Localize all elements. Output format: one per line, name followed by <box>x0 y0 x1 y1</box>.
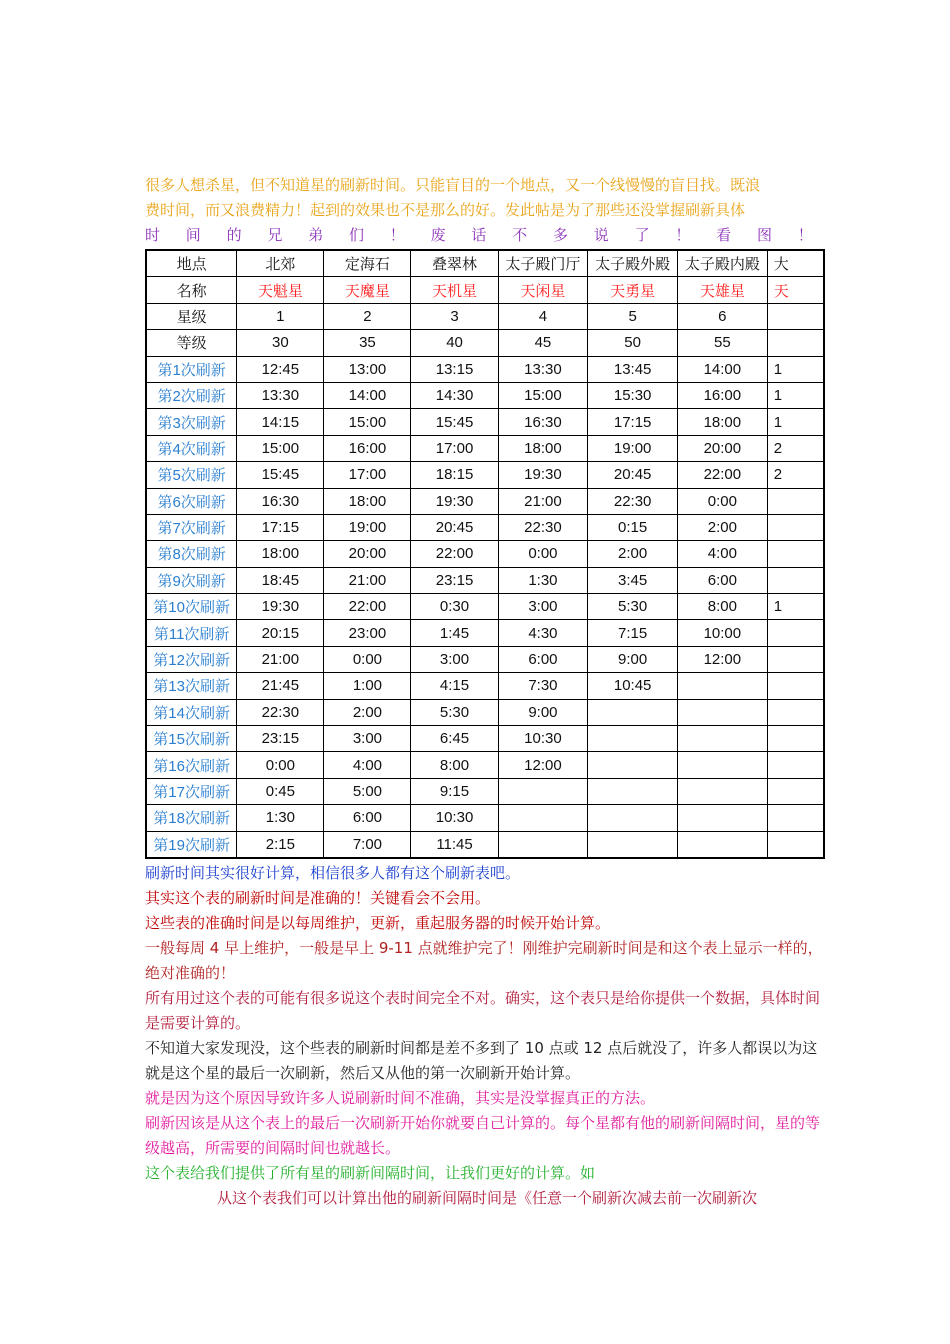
table-cell: 15:00 <box>237 435 324 461</box>
table-cell: 0:30 <box>411 594 498 620</box>
table-cell: 45 <box>498 330 588 356</box>
table-cell: 21:00 <box>498 488 588 514</box>
table-cell <box>767 778 824 804</box>
row-label: 第13次刷新 <box>146 673 237 699</box>
table-cell <box>498 831 588 858</box>
intro-char: 废 <box>430 226 446 244</box>
refresh-row <box>146 805 824 831</box>
intro-line-3 <box>145 223 813 248</box>
table-cell <box>767 831 824 858</box>
table-cell <box>677 778 767 804</box>
table-cell: 13:15 <box>411 356 498 382</box>
row-label: 地点 <box>146 250 237 277</box>
table-cell <box>588 726 678 752</box>
table-cell <box>767 752 824 778</box>
table-cell: 3:00 <box>411 646 498 672</box>
table-cell: 太子殿门厅 <box>498 250 588 277</box>
table-cell: 1 <box>237 303 324 329</box>
table-cell: 12:00 <box>677 646 767 672</box>
intro-char: 的 <box>226 226 242 244</box>
refresh-row <box>146 567 824 593</box>
header-row <box>146 250 824 277</box>
table-cell: 35 <box>324 330 411 356</box>
table-cell <box>588 778 678 804</box>
table-cell <box>767 673 824 699</box>
table-cell: 6:00 <box>677 567 767 593</box>
table-cell: 4:00 <box>324 752 411 778</box>
row-label: 第6次刷新 <box>146 488 237 514</box>
para-10: 从这个表我们可以计算出他的刷新间隔时间是《任意一个刷新次减去前一次刷新次 <box>217 1189 758 1207</box>
intro-line-2: 费时间，而又浪费精力！起到的效果也不是那么的好。发此帖是为了那些还没掌握刷新具体 <box>145 201 746 219</box>
table-cell: 16:00 <box>677 382 767 408</box>
table-cell: 5:00 <box>324 778 411 804</box>
intro-char: ！ <box>389 226 405 244</box>
table-cell: 2:15 <box>237 831 324 858</box>
table-cell: 3:00 <box>324 726 411 752</box>
table-cell: 21:45 <box>237 673 324 699</box>
row-label: 第18次刷新 <box>146 805 237 831</box>
row-label: 第5次刷新 <box>146 462 237 488</box>
refresh-row <box>146 620 824 646</box>
table-cell: 13:30 <box>237 382 324 408</box>
table-cell: 20:45 <box>588 462 678 488</box>
table-cell: 18:00 <box>677 409 767 435</box>
row-label: 第9次刷新 <box>146 567 237 593</box>
table-cell: 13:45 <box>588 356 678 382</box>
intro-char: 图 <box>756 226 772 244</box>
table-cell: 55 <box>677 330 767 356</box>
table-cell: 2 <box>767 435 824 461</box>
table-cell: 4 <box>498 303 588 329</box>
intro-char: ！ <box>675 226 691 244</box>
table-cell: 4:15 <box>411 673 498 699</box>
table-cell: 17:15 <box>588 409 678 435</box>
table-cell: 17:00 <box>324 462 411 488</box>
table-cell <box>677 752 767 778</box>
intro-line-1: 很多人想杀星，但不知道星的刷新时间。只能盲目的一个地点，又一个线慢慢的盲目找。既浪 <box>145 176 761 194</box>
intro-char: 话 <box>471 226 487 244</box>
table-cell <box>588 699 678 725</box>
refresh-row <box>146 752 824 778</box>
table-cell: 15:00 <box>324 409 411 435</box>
table-cell: 20:45 <box>411 514 498 540</box>
table-cell: 0:15 <box>588 514 678 540</box>
table-cell: 22:30 <box>498 514 588 540</box>
row-label: 第17次刷新 <box>146 778 237 804</box>
refresh-row <box>146 356 824 382</box>
table-cell <box>677 699 767 725</box>
row-label: 第15次刷新 <box>146 726 237 752</box>
table-cell: 太子殿内殿 <box>677 250 767 277</box>
para-3: 这些表的准确时间是以每周维护，更新，重起服务器的时候开始计算。 <box>145 914 611 932</box>
table-cell: 14:30 <box>411 382 498 408</box>
intro-char: 说 <box>593 226 609 244</box>
para-2: 其实这个表的刷新时间是准确的！关键看会不会用。 <box>145 889 491 907</box>
table-cell: 1:30 <box>237 805 324 831</box>
table-cell: 3 <box>411 303 498 329</box>
table-cell: 19:00 <box>588 435 678 461</box>
table-cell: 2 <box>324 303 411 329</box>
refresh-row <box>146 409 824 435</box>
intro-char: 多 <box>552 226 568 244</box>
table-cell: 2:00 <box>324 699 411 725</box>
table-cell: 0:00 <box>324 646 411 672</box>
table-cell: 17:15 <box>237 514 324 540</box>
table-cell: 天 <box>767 277 824 303</box>
table-cell: 20:00 <box>677 435 767 461</box>
refresh-row <box>146 594 824 620</box>
para-5: 所有用过这个表的可能有很多说这个表时间完全不对。确实，这个表只是给你提供一个数据，具体时间是需要计算的。 <box>145 989 821 1032</box>
row-label: 第12次刷新 <box>146 646 237 672</box>
table-cell: 12:00 <box>498 752 588 778</box>
table-cell: 10:30 <box>411 805 498 831</box>
refresh-row <box>146 462 824 488</box>
refresh-row <box>146 673 824 699</box>
table-cell: 4:00 <box>677 541 767 567</box>
header-row <box>146 330 824 356</box>
table-cell: 1 <box>767 356 824 382</box>
table-cell: 天闲星 <box>498 277 588 303</box>
refresh-row <box>146 699 824 725</box>
table-cell: 定海石 <box>324 250 411 277</box>
table-cell: 3:45 <box>588 567 678 593</box>
table-cell <box>767 620 824 646</box>
row-label: 第11次刷新 <box>146 620 237 646</box>
table-cell: 天雄星 <box>677 277 767 303</box>
table-cell <box>677 805 767 831</box>
intro-char: 了 <box>634 226 650 244</box>
intro-char: 兄 <box>267 226 283 244</box>
row-label: 第3次刷新 <box>146 409 237 435</box>
table-cell <box>767 330 824 356</box>
table-cell: 1:30 <box>498 567 588 593</box>
table-cell <box>767 805 824 831</box>
table-cell: 18:00 <box>324 488 411 514</box>
table-cell: 2 <box>767 462 824 488</box>
table-cell: 15:45 <box>237 462 324 488</box>
table-cell: 22:30 <box>237 699 324 725</box>
table-cell: 23:15 <box>237 726 324 752</box>
table-cell: 13:30 <box>498 356 588 382</box>
table-cell <box>677 673 767 699</box>
table-cell: 14:00 <box>677 356 767 382</box>
table-cell <box>588 752 678 778</box>
refresh-table <box>145 249 825 859</box>
table-cell: 14:15 <box>237 409 324 435</box>
table-cell: 天勇星 <box>588 277 678 303</box>
table-cell: 15:00 <box>498 382 588 408</box>
para-8: 刷新因该是从这个表上的最后一次刷新开始你就要自己计算的。每个星都有他的刷新间隔时间，星的等级越高，所需要的间隔时间也就越长。 <box>145 1114 821 1157</box>
table-cell: 8:00 <box>411 752 498 778</box>
table-cell: 5:30 <box>411 699 498 725</box>
table-cell: 天魔星 <box>324 277 411 303</box>
table-cell: 21:00 <box>324 567 411 593</box>
refresh-row <box>146 488 824 514</box>
table-cell: 16:30 <box>498 409 588 435</box>
table-cell: 1 <box>767 594 824 620</box>
table-cell: 19:30 <box>411 488 498 514</box>
table-cell: 太子殿外殿 <box>588 250 678 277</box>
table-cell <box>588 805 678 831</box>
table-cell: 0:45 <box>237 778 324 804</box>
row-label: 等级 <box>146 330 237 356</box>
table-cell <box>767 541 824 567</box>
table-cell: 18:00 <box>498 435 588 461</box>
table-cell: 天机星 <box>411 277 498 303</box>
table-cell: 10:00 <box>677 620 767 646</box>
row-label: 名称 <box>146 277 237 303</box>
table-cell: 北郊 <box>237 250 324 277</box>
table-cell: 1:45 <box>411 620 498 646</box>
table-cell <box>588 831 678 858</box>
refresh-row <box>146 435 824 461</box>
header-row <box>146 303 824 329</box>
table-cell: 9:15 <box>411 778 498 804</box>
table-cell: 9:00 <box>588 646 678 672</box>
table-cell: 23:15 <box>411 567 498 593</box>
refresh-table-image <box>145 249 825 861</box>
refresh-row <box>146 541 824 567</box>
table-cell: 5 <box>588 303 678 329</box>
row-label: 第8次刷新 <box>146 541 237 567</box>
table-cell: 15:30 <box>588 382 678 408</box>
row-label: 第10次刷新 <box>146 594 237 620</box>
intro-char: 们 <box>348 226 364 244</box>
table-cell <box>767 726 824 752</box>
table-cell: 6 <box>677 303 767 329</box>
table-cell: 10:45 <box>588 673 678 699</box>
intro-char: 弟 <box>308 226 324 244</box>
row-label: 第7次刷新 <box>146 514 237 540</box>
table-cell: 6:00 <box>498 646 588 672</box>
table-cell: 21:00 <box>237 646 324 672</box>
table-cell <box>498 778 588 804</box>
table-cell: 17:00 <box>411 435 498 461</box>
table-cell: 7:15 <box>588 620 678 646</box>
header-row <box>146 277 824 303</box>
table-cell: 7:30 <box>498 673 588 699</box>
table-cell: 7:00 <box>324 831 411 858</box>
table-cell: 6:00 <box>324 805 411 831</box>
table-cell: 30 <box>237 330 324 356</box>
para-1: 刷新时间其实很好计算，相信很多人都有这个刷新表吧。 <box>145 864 521 882</box>
refresh-row <box>146 382 824 408</box>
table-cell: 16:00 <box>324 435 411 461</box>
refresh-row <box>146 514 824 540</box>
table-cell: 50 <box>588 330 678 356</box>
refresh-row <box>146 778 824 804</box>
table-cell: 16:30 <box>237 488 324 514</box>
table-cell <box>767 488 824 514</box>
table-cell: 14:00 <box>324 382 411 408</box>
refresh-row <box>146 726 824 752</box>
table-cell: 20:15 <box>237 620 324 646</box>
table-cell: 1:00 <box>324 673 411 699</box>
table-cell: 20:00 <box>324 541 411 567</box>
para-4: 一般每周 4 早上维护，一般是早上 9-11 点就维护完了！刚维护完刷新时间是和这个表上显示一样的，绝对准确的！ <box>145 939 823 982</box>
intro-char: ！ <box>797 226 813 244</box>
table-cell: 1 <box>767 409 824 435</box>
table-cell <box>767 514 824 540</box>
table-cell: 13:00 <box>324 356 411 382</box>
intro-char: 时 <box>145 226 161 244</box>
table-cell <box>767 699 824 725</box>
table-cell: 天魁星 <box>237 277 324 303</box>
table-cell <box>767 567 824 593</box>
table-cell: 4:30 <box>498 620 588 646</box>
table-cell: 2:00 <box>677 514 767 540</box>
row-label: 第1次刷新 <box>146 356 237 382</box>
table-cell: 0:00 <box>498 541 588 567</box>
table-cell: 叠翠林 <box>411 250 498 277</box>
table-cell: 22:30 <box>588 488 678 514</box>
row-label: 第19次刷新 <box>146 831 237 858</box>
table-cell: 大 <box>767 250 824 277</box>
table-cell: 6:45 <box>411 726 498 752</box>
row-label: 星级 <box>146 303 237 329</box>
row-label: 第16次刷新 <box>146 752 237 778</box>
table-cell: 19:30 <box>237 594 324 620</box>
table-cell: 22:00 <box>677 462 767 488</box>
table-cell: 11:45 <box>411 831 498 858</box>
table-cell <box>498 805 588 831</box>
table-cell: 0:00 <box>237 752 324 778</box>
table-cell: 5:30 <box>588 594 678 620</box>
refresh-row <box>146 831 824 858</box>
table-cell: 18:45 <box>237 567 324 593</box>
row-label: 第2次刷新 <box>146 382 237 408</box>
table-cell: 23:00 <box>324 620 411 646</box>
table-cell: 8:00 <box>677 594 767 620</box>
row-label: 第4次刷新 <box>146 435 237 461</box>
table-cell <box>767 646 824 672</box>
table-cell: 1 <box>767 382 824 408</box>
table-cell <box>767 303 824 329</box>
table-cell: 9:00 <box>498 699 588 725</box>
table-cell: 22:00 <box>324 594 411 620</box>
table-cell: 18:15 <box>411 462 498 488</box>
para-6: 不知道大家发现没，这个些表的刷新时间都是差不多到了 10 点或 12 点后就没了，许多人都误以为这就是这个星的最后一次刷新，然后又从他的第一次刷新开始计算。 <box>145 1039 818 1082</box>
table-cell: 22:00 <box>411 541 498 567</box>
table-cell: 12:45 <box>237 356 324 382</box>
intro-char: 不 <box>512 226 528 244</box>
refresh-row <box>146 646 824 672</box>
table-cell: 2:00 <box>588 541 678 567</box>
para-7: 就是因为这个原因导致许多人说刷新时间不准确，其实是没掌握真正的方法。 <box>145 1089 656 1107</box>
table-cell: 15:45 <box>411 409 498 435</box>
row-label: 第14次刷新 <box>146 699 237 725</box>
table-cell: 40 <box>411 330 498 356</box>
document <box>145 173 825 1211</box>
table-cell: 3:00 <box>498 594 588 620</box>
table-cell: 19:30 <box>498 462 588 488</box>
intro-char: 间 <box>185 226 201 244</box>
table-cell <box>677 831 767 858</box>
table-cell: 19:00 <box>324 514 411 540</box>
table-cell: 10:30 <box>498 726 588 752</box>
intro-char: 看 <box>716 226 732 244</box>
table-cell: 18:00 <box>237 541 324 567</box>
para-9: 这个表给我们提供了所有星的刷新间隔时间，让我们更好的计算。如 <box>145 1164 596 1182</box>
table-cell <box>677 726 767 752</box>
table-cell: 0:00 <box>677 488 767 514</box>
